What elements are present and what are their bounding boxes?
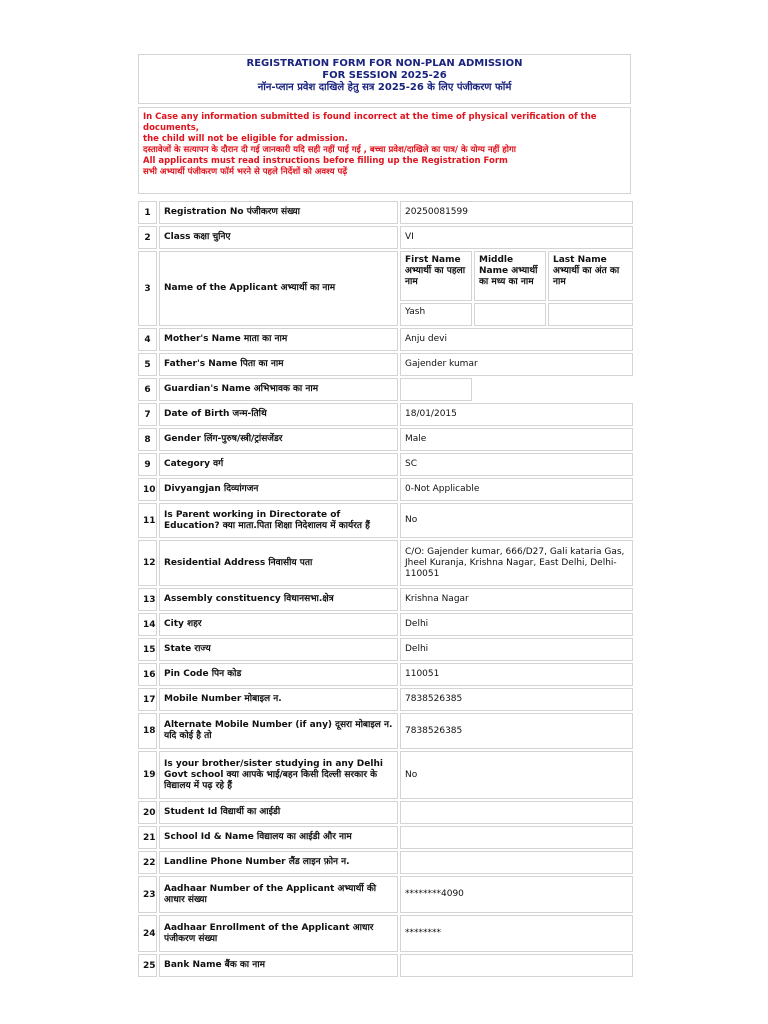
table-row: [138, 613, 633, 636]
row-label: Father's Name पिता का नाम: [159, 353, 398, 376]
notice-box: [138, 107, 631, 194]
row-number: 25: [138, 954, 157, 977]
row-number: 15: [138, 638, 157, 661]
table-row: [138, 751, 633, 799]
row-number: 5: [138, 353, 157, 376]
row-number: 17: [138, 688, 157, 711]
row-number: 22: [138, 851, 157, 874]
row-value: SC: [400, 453, 633, 476]
row-value: [400, 378, 472, 401]
row-number: 9: [138, 453, 157, 476]
row-value: VI: [400, 226, 633, 249]
row-label: Residential Address निवासीय पता: [159, 540, 398, 586]
notice-line-3: दस्तावेजों के सत्यापन के दौरान दी गई जानकारी यदि सही नहीं पाई गई , बच्चा प्रवेश/दाखिले का पात्र/ के योग्य नहीं होगा: [143, 145, 516, 155]
table-row: [138, 453, 633, 476]
registration-table: [136, 199, 635, 979]
table-row: [138, 226, 633, 249]
row-value: No: [400, 503, 633, 538]
row-number: 18: [138, 713, 157, 749]
last-name-value: [548, 303, 633, 326]
header-session: FOR SESSION 2025-26: [322, 70, 447, 81]
table-row: [138, 378, 633, 401]
row-label: Registration No पंजीकरण संख्या: [159, 201, 398, 224]
table-row: [138, 876, 633, 913]
first-name-value: Yash: [400, 303, 472, 326]
row-label: Landline Phone Number लैंड लाइन फ़ोन न.: [159, 851, 398, 874]
row-number: 16: [138, 663, 157, 686]
row-value: 110051: [400, 663, 633, 686]
row-value: Anju devi: [400, 328, 633, 351]
row-number: 19: [138, 751, 157, 799]
header-title-hindi: नॉन-प्लान प्रवेश दाखिले हेतु सत्र 2025-26 के लिए पंजीकरण फॉर्म: [257, 82, 512, 93]
middle-name-value: [474, 303, 546, 326]
header-title: REGISTRATION FORM FOR NON-PLAN ADMISSION: [246, 58, 523, 69]
row-value: Krishna Nagar: [400, 588, 633, 611]
row-number: 10: [138, 478, 157, 501]
table-row: [138, 503, 633, 538]
row-label: Bank Name बैंक का नाम: [159, 954, 398, 977]
row-label: Mother's Name माता का नाम: [159, 328, 398, 351]
table-row: [138, 638, 633, 661]
registration-form: [138, 54, 631, 979]
notice-line-2: the child will not be eligible for admission.: [143, 134, 348, 144]
row-number: 12: [138, 540, 157, 586]
row-value: [400, 826, 633, 849]
row-value: Delhi: [400, 638, 633, 661]
table-row: [138, 801, 633, 824]
table-row: [138, 588, 633, 611]
row-number: 4: [138, 328, 157, 351]
row-value: ********4090: [400, 876, 633, 913]
table-row: [138, 954, 633, 977]
row-value: [400, 801, 633, 824]
row-label: Mobile Number मोबाइल न.: [159, 688, 398, 711]
first-name-label: First Name अभ्यार्थी का पहला नाम: [400, 251, 472, 301]
table-row: [138, 713, 633, 749]
row-label: Category वर्ग: [159, 453, 398, 476]
row-label: Divyangjan दिव्यांगजन: [159, 478, 398, 501]
row-label: Is Parent working in Directorate of Education? क्या माता.पिता शिक्षा निदेशालय में कार्यरत हैं: [159, 503, 398, 538]
table-row: [138, 353, 633, 376]
table-row: [138, 851, 633, 874]
notice-line-4: All applicants must read instructions before filling up the Registration Form: [143, 156, 508, 166]
row-value: C/O: Gajender kumar, 666/D27, Gali kataria Gas, Jheel Kuranja, Krishna Nagar, East Delhi, Delhi-110051: [400, 540, 633, 586]
notice-line-5: सभी अभ्यार्थी पंजीकरण फॉर्म भरने से पहले निर्देशों को अवश्य पढ़ें: [143, 167, 348, 177]
middle-name-label: Middle Name अभ्यार्थी का मध्य का नाम: [474, 251, 546, 301]
row-value: Gajender kumar: [400, 353, 633, 376]
row-label: Student Id विद्यार्थी का आईडी: [159, 801, 398, 824]
row-number: 20: [138, 801, 157, 824]
row-value: 18/01/2015: [400, 403, 633, 426]
row-value: [400, 954, 633, 977]
row-label: Aadhaar Number of the Applicant अभ्यार्थी की आधार संख्या: [159, 876, 398, 913]
form-header: [138, 54, 631, 104]
row-value: 7838526385: [400, 688, 633, 711]
row-label: Assembly constituency विधानसभा.क्षेत्र: [159, 588, 398, 611]
table-row: [138, 540, 633, 586]
row-value: No: [400, 751, 633, 799]
row-value: 7838526385: [400, 713, 633, 749]
table-row: [138, 251, 633, 326]
row-label: Class कक्षा चुनिए: [159, 226, 398, 249]
table-row: [138, 663, 633, 686]
row-number: 3: [138, 251, 157, 326]
row-label: Alternate Mobile Number (if any) दूसरा मोबाइल न. यदि कोई है तो: [159, 713, 398, 749]
row-label: School Id & Name विद्यालय का आईडी और नाम: [159, 826, 398, 849]
table-row: [138, 328, 633, 351]
row-value: 20250081599: [400, 201, 633, 224]
name-grid: [400, 251, 633, 326]
row-number: 24: [138, 915, 157, 952]
row-value: Delhi: [400, 613, 633, 636]
table-row: [138, 688, 633, 711]
row-number: 23: [138, 876, 157, 913]
row-label: Gender लिंग-पुरुष/स्त्री/ट्रांसजेंडर: [159, 428, 398, 451]
row-label: Date of Birth जन्म-तिथि: [159, 403, 398, 426]
last-name-label: Last Name अभ्यार्थी का अंत का नाम: [548, 251, 633, 301]
row-number: 6: [138, 378, 157, 401]
table-row: [138, 201, 633, 224]
row-label: State राज्य: [159, 638, 398, 661]
notice-line-1: In Case any information submitted is found incorrect at the time of physical verification of the documents,: [143, 112, 597, 133]
row-number: 21: [138, 826, 157, 849]
row-number: 2: [138, 226, 157, 249]
row-label: Guardian's Name अभिभावक का नाम: [159, 378, 398, 401]
table-row: [138, 403, 633, 426]
row-label: Aadhaar Enrollment of the Applicant आधार पंजीकरण संख्या: [159, 915, 398, 952]
row-label: Name of the Applicant अभ्यार्थी का नाम: [159, 251, 398, 326]
row-label: City शहर: [159, 613, 398, 636]
row-value: 0-Not Applicable: [400, 478, 633, 501]
row-value: ********: [400, 915, 633, 952]
table-row: [138, 826, 633, 849]
table-row: [138, 428, 633, 451]
row-value: Male: [400, 428, 633, 451]
table-row: [138, 478, 633, 501]
row-number: 7: [138, 403, 157, 426]
row-value: [400, 851, 633, 874]
row-number: 8: [138, 428, 157, 451]
row-number: 11: [138, 503, 157, 538]
row-number: 13: [138, 588, 157, 611]
table-row: [138, 915, 633, 952]
row-number: 14: [138, 613, 157, 636]
row-label: Is your brother/sister studying in any Delhi Govt school क्या आपके भाई/बहन किसी दिल्ली सरकार के विद्यालय में पढ़ रहे हैं: [159, 751, 398, 799]
row-number: 1: [138, 201, 157, 224]
row-label: Pin Code पिन कोड: [159, 663, 398, 686]
